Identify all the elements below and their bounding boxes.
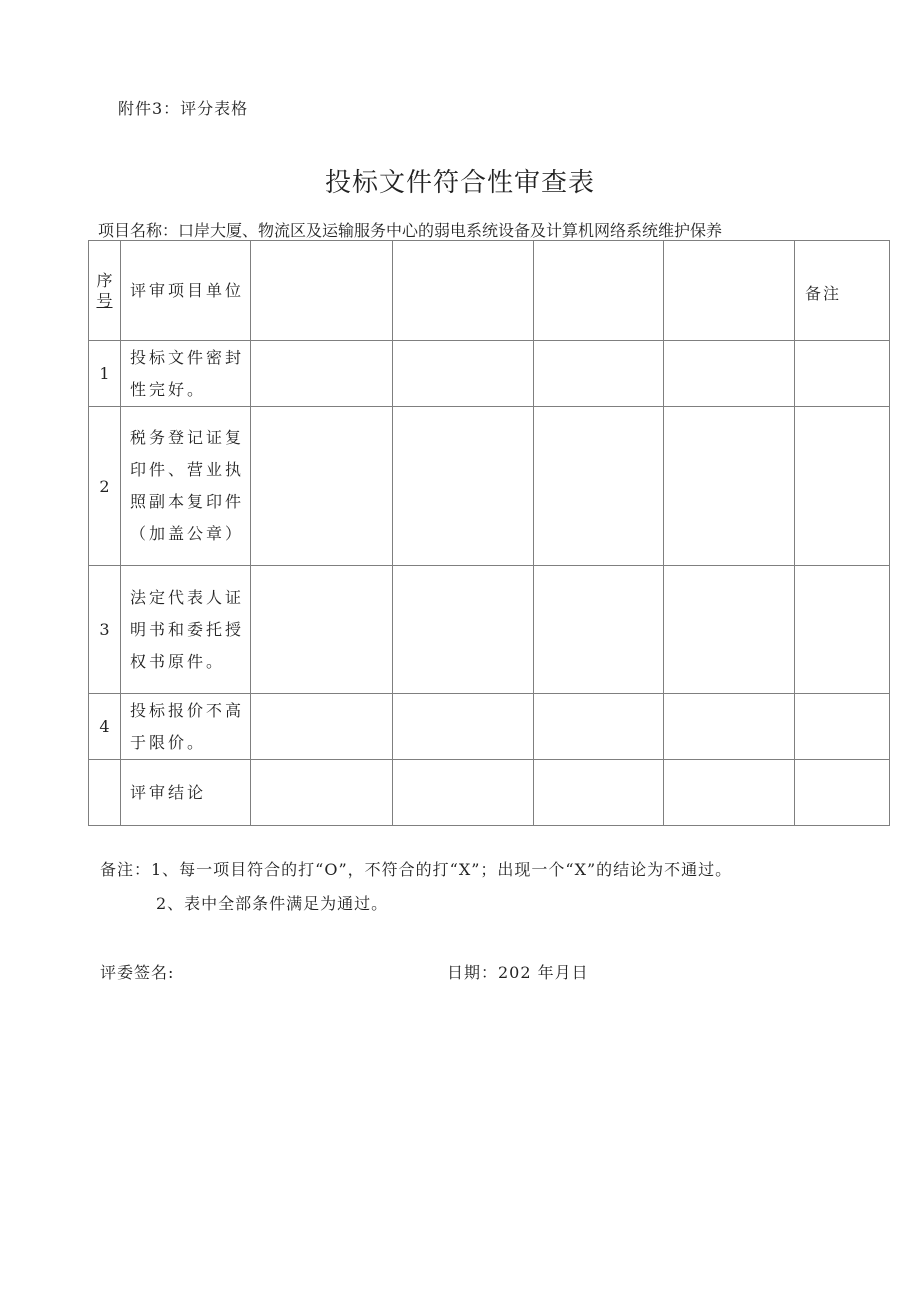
score-cell[interactable] <box>534 760 664 826</box>
score-cell[interactable] <box>393 566 534 694</box>
score-cell[interactable] <box>534 566 664 694</box>
project-name: 项目名称：口岸大厦、物流区及运输服务中心的弱电系统设备及计算机网络系统维护保养 <box>98 221 723 240</box>
signature-label: 评委签名: <box>100 963 175 982</box>
item-cell: 法定代表人证明书和委托授权书原件。 <box>121 566 251 694</box>
score-cell[interactable] <box>251 407 393 566</box>
note-line-1: 备注：1、每一项目符合的打“O”，不符合的打“X”；出现一个“X”的结论为不通过。 <box>100 860 733 879</box>
seq-header-cell <box>89 241 121 341</box>
score-cell[interactable] <box>393 760 534 826</box>
seq-cell: 2 <box>89 407 121 566</box>
score-cell[interactable] <box>251 341 393 407</box>
score-cell[interactable] <box>534 407 664 566</box>
table-header-row <box>89 241 890 341</box>
empty-cell <box>664 241 795 341</box>
score-cell[interactable] <box>664 341 795 407</box>
empty-cell <box>251 241 393 341</box>
note-cell[interactable] <box>795 760 890 826</box>
score-cell[interactable] <box>664 407 795 566</box>
seq-cell: 4 <box>89 694 121 760</box>
empty-cell <box>393 241 534 341</box>
seq-cell <box>89 760 121 826</box>
note-cell[interactable] <box>795 341 890 407</box>
item-cell: 税务登记证复印件、营业执照副本复印件（加盖公章） <box>121 407 251 566</box>
note-cell[interactable] <box>795 566 890 694</box>
notes-block <box>100 858 732 926</box>
score-cell[interactable] <box>393 341 534 407</box>
page-title: 投标文件符合性审查表 <box>324 168 595 198</box>
note-cell[interactable] <box>795 407 890 566</box>
empty-cell <box>534 241 664 341</box>
item-cell: 投标报价不高于限价。 <box>121 694 251 760</box>
score-cell[interactable] <box>251 694 393 760</box>
seq-header-top: 序 <box>96 270 113 290</box>
score-cell[interactable] <box>534 341 664 407</box>
table-row-conclusion <box>89 760 890 826</box>
note-cell[interactable] <box>795 694 890 760</box>
score-cell[interactable] <box>251 566 393 694</box>
note-line-2: 2、表中全部条件满足为通过。 <box>156 894 389 913</box>
item-cell: 投标文件密封性完好。 <box>121 341 251 407</box>
table-row <box>89 694 890 760</box>
item-header-cell: 评审项目单位 <box>121 241 251 341</box>
score-cell[interactable] <box>534 694 664 760</box>
seq-cell: 3 <box>89 566 121 694</box>
score-cell[interactable] <box>664 566 795 694</box>
score-cell[interactable] <box>664 694 795 760</box>
seq-cell: 1 <box>89 341 121 407</box>
score-cell[interactable] <box>393 407 534 566</box>
attachment-label: 附件3：评分表格 <box>118 99 249 118</box>
seq-header-bottom: 号 <box>96 290 113 310</box>
date-label: 日期：202 年月日 <box>447 963 589 982</box>
table-row <box>89 566 890 694</box>
score-cell[interactable] <box>393 694 534 760</box>
review-table <box>88 240 890 826</box>
table-row <box>89 407 890 566</box>
note-header-cell: 备注 <box>795 241 890 341</box>
score-cell[interactable] <box>664 760 795 826</box>
table-row <box>89 341 890 407</box>
conclusion-label-cell: 评审结论 <box>121 760 251 826</box>
score-cell[interactable] <box>251 760 393 826</box>
